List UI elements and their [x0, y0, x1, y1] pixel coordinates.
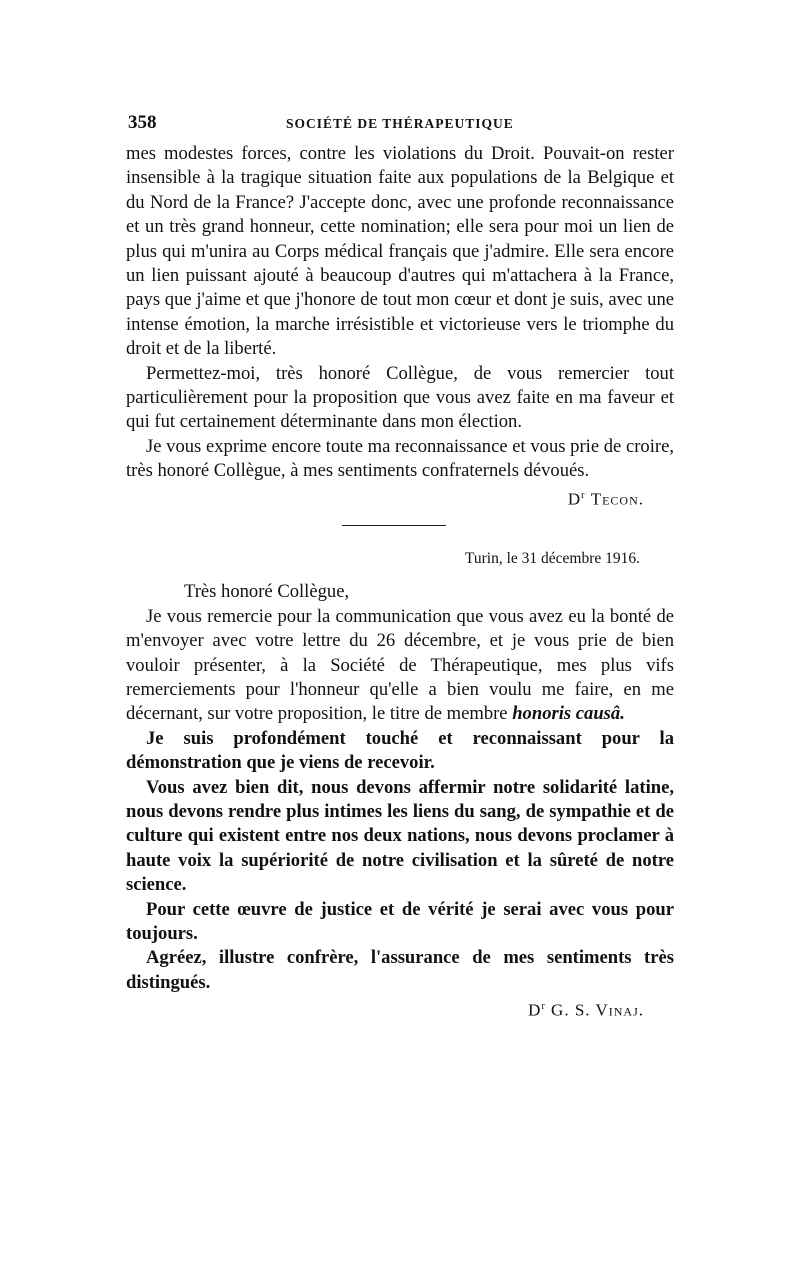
document-page — [126, 112, 674, 1023]
letter2-signature-name: G. S. Vinaj. — [551, 1000, 644, 1020]
section-divider — [342, 525, 446, 526]
letter2-salutation: Très honoré Collègue, — [184, 581, 350, 603]
letter-vinaj — [126, 548, 674, 1023]
letter2-signature-sup: r — [541, 1001, 546, 1013]
letter2-paragraph-1-italic: honoris causâ. — [512, 703, 625, 725]
letter-tecon — [126, 142, 674, 511]
letter2-paragraph-2: Je suis profondément touché et reconnaissant pour la démonstration que je viens de recevoir. — [126, 727, 674, 774]
letter1-paragraph-3: Je vous exprime encore toute ma reconnaissance et vous prie de croire, très honoré Collègue, à mes sentiments confraternels dévoués. — [126, 435, 674, 482]
letter2-paragraph-1 — [126, 605, 674, 727]
letter1-paragraph-1: mes modestes forces, contre les violations du Droit. Pouvait-on rester insensible à la tragique situation faite aux populations de la Belgique et du Nord de la France? J'accepte donc, avec une profonde reconnaissance et un très grand honneur, cette nomination; elle sera pour moi un lien de plus qui m'unira au Corps médical français que j'admire. Elle sera encore un lien puissant ajouté à beaucoup d'autres qui m'attachera à la France, pays que j'aime et que j'honore de tout mon cœur et dont je suis, avec une intense émotion, la marche irrésistible et victorieuse vers le triomphe du droit et de la liberté. — [126, 143, 674, 360]
page-header — [126, 112, 674, 142]
letter2-paragraph-4: Pour cette œuvre de justice et de vérité je serai avec vous pour toujours. — [126, 898, 674, 945]
letter1-paragraph-2: Permettez-moi, très honoré Collègue, de vous remercier tout particulièrement pour la proposition que vous avez faite en ma faveur et qui fut certainement déterminante dans mon élection. — [126, 362, 674, 433]
letter1-signature-name: Tecon. — [590, 489, 644, 509]
letter2-signature-title: D — [528, 1000, 542, 1020]
letter2-dateline: Turin, le 31 décembre 1916. — [464, 550, 640, 568]
letter2-paragraph-3: Vous avez bien dit, nous devons affermir notre solidarité latine, nous devons rendre plus intimes les liens du sang, de sympathie et de culture qui existent entre nos deux nations, nous devons proclamer à haute voix la supériorité de notre civilisation et la sûreté de notre science. — [126, 776, 674, 896]
letter2-signature — [126, 995, 674, 1023]
letter2-paragraph-5: Agréez, illustre confrère, l'assurance de mes sentiments très distingués. — [126, 947, 674, 993]
letter2-paragraph-1-text: Je vous remercie pour la communication que vous avez eu la bonté de m'envoyer avec votre lettre du 26 décembre, et je vous prie de bien vouloir présenter, à la Société de Thérapeutique, mes plus vifs remerciements pour l'honneur qu'elle a bien voulu me faire, en me décernant, sur votre proposition, le titre de membre — [126, 605, 674, 725]
letter1-signature — [126, 484, 674, 512]
page-number: 358 — [128, 112, 157, 133]
running-title: SOCIÉTÉ DE THÉRAPEUTIQUE — [286, 116, 514, 131]
letter1-signature-sup: r — [581, 489, 586, 501]
letter1-signature-title: D — [567, 489, 582, 509]
